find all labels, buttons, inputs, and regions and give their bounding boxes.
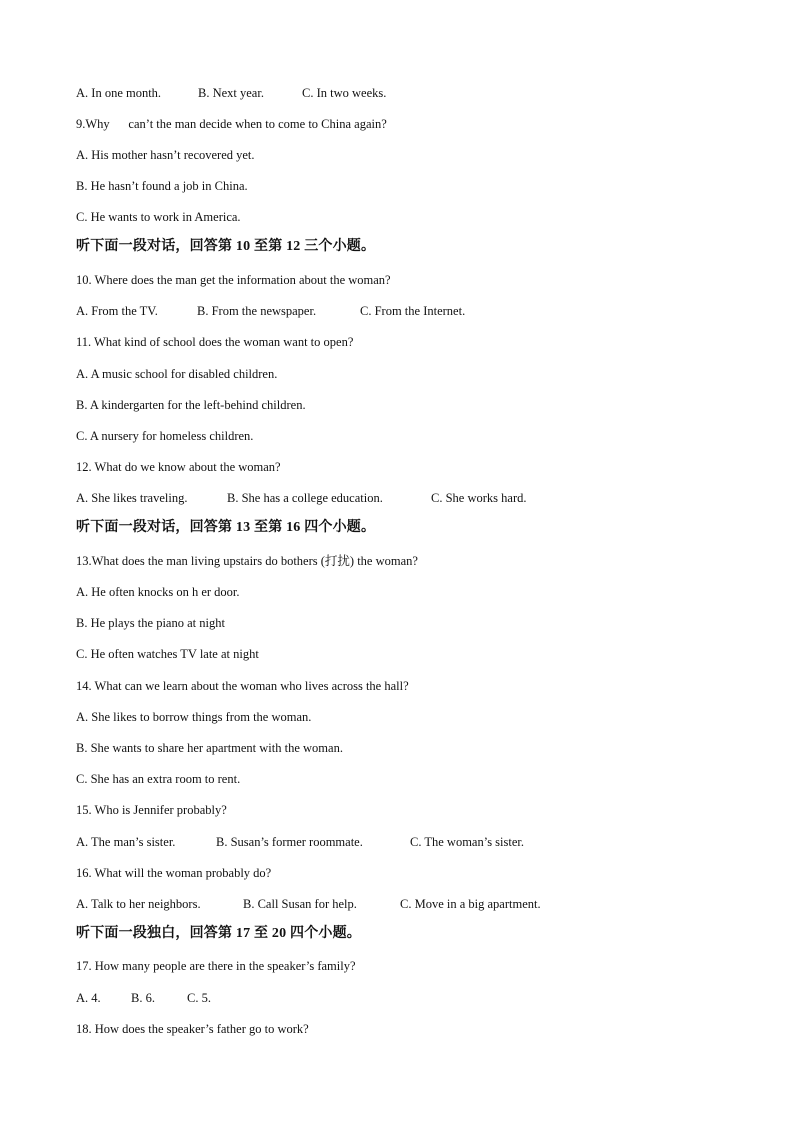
question-9: 9.Why can’t the man decide when to come to China again? [76,117,387,131]
question-9-option-b: B. He hasn’t found a job in China. [76,179,248,193]
option-b: B. From the newspaper. [197,304,317,318]
question-14-option-b: B. She wants to share her apartment with the woman. [76,741,343,755]
option-c: C. She works hard. [431,491,527,505]
option-b: B. 6. [131,991,155,1005]
question-17-options [76,990,211,1006]
option-b: B. She has a college education. [227,491,383,505]
option-a: A. Talk to her neighbors. [76,897,201,911]
question-8-options [76,85,386,101]
question-13-option-c: C. He often watches TV late at night [76,647,259,661]
option-c: C. From the Internet. [360,304,466,318]
question-12: 12. What do we know about the woman? [76,460,281,474]
option-b: B. Susan’s former roommate. [216,835,363,849]
option-a: A. The man’s sister. [76,835,176,849]
question-14-option-c: C. She has an extra room to rent. [76,772,241,786]
option-c: C. The woman’s sister. [410,835,525,849]
question-13: 13.What does the man living upstairs do bothers (打扰) the woman? [76,554,418,568]
question-14-option-a: A. She likes to borrow things from the woman. [76,710,312,724]
option-a: A. 4. [76,991,101,1005]
question-14: 14. What can we learn about the woman who lives across the hall? [76,679,409,693]
option-b: B. Next year. [198,86,264,100]
option-a: A. From the TV. [76,304,158,318]
question-11: 11. What kind of school does the woman want to open? [76,335,354,349]
question-13-option-b: B. He plays the piano at night [76,616,225,630]
question-9-option-c: C. He wants to work in America. [76,210,241,224]
question-11-option-c: C. A nursery for homeless children. [76,429,254,443]
question-10-options [76,303,465,319]
question-13-option-a: A. He often knocks on h er door. [76,585,240,599]
question-15: 15. Who is Jennifer probably? [76,803,227,817]
question-11-option-b: B. A kindergarten for the left-behind children. [76,398,306,412]
question-16: 16. What will the woman probably do? [76,866,272,880]
option-c: C. In two weeks. [302,86,387,100]
option-b: B. Call Susan for help. [243,897,357,911]
option-a: A. In one month. [76,86,162,100]
section-heading-17-20: 听下面一段独白，回答第 17 至 20 四个小题。 [76,926,361,941]
question-12-options [76,490,526,506]
option-c: C. Move in a big apartment. [400,897,541,911]
question-9-option-a: A. His mother hasn’t recovered yet. [76,148,255,162]
section-heading-10-12: 听下面一段对话，回答第 10 至第 12 三个小题。 [76,239,376,254]
question-16-options [76,896,541,912]
option-a: A. She likes traveling. [76,491,188,505]
question-17: 17. How many people are there in the speaker’s family? [76,959,356,973]
question-10: 10. Where does the man get the information about the woman? [76,273,391,287]
question-15-options [76,834,524,850]
section-heading-13-16: 听下面一段对话，回答第 13 至第 16 四个小题。 [76,520,376,535]
option-c: C. 5. [187,991,211,1005]
question-18: 18. How does the speaker’s father go to work? [76,1022,309,1036]
question-11-option-a: A. A music school for disabled children. [76,367,278,381]
